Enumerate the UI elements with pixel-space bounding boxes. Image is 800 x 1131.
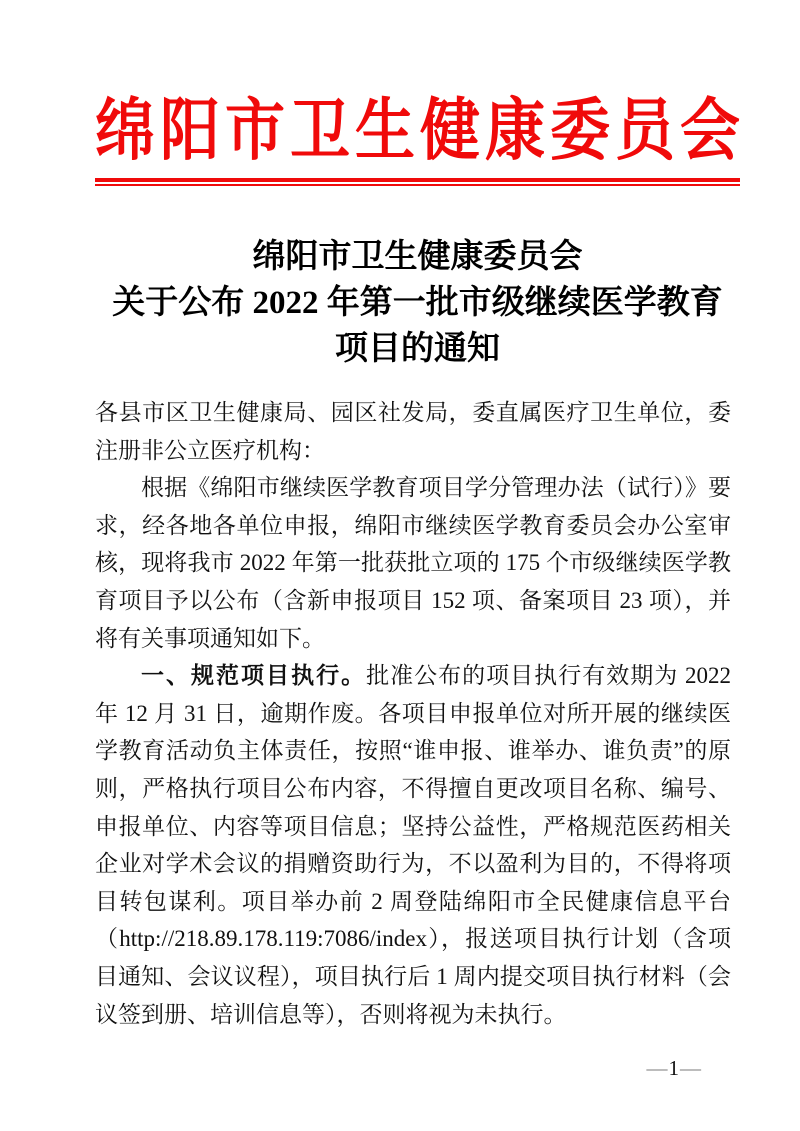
paragraph-basis: 根据《绵阳市继续医学教育项目学分管理办法（试行）》要求，经各地各单位申报，绵阳市继续医学教育委员会办公室审核，现将我市 2022 年第一批获批立项的 175 个市级继续医学教育项目予以公布（含新申报项目 152 项、备案项目 23 项），并将有关事项通知如下。	[95, 475, 731, 651]
salutation: 各县市区卫生健康局、园区社发局，委直属医疗卫生单位，委注册非公立医疗机构：	[95, 400, 731, 463]
page-number-dash-left: —	[646, 1056, 669, 1080]
page-number-dash-right: —	[680, 1056, 702, 1080]
section-1-heading: 一、规范项目执行。	[141, 662, 367, 689]
letterhead-agency-name: 绵阳市卫生健康委员会	[95, 93, 740, 169]
section-1-text: 批准公布的项目执行有效期为 2022 年 12 月 31 日，逾期作废。各项目申报单位对所开展的继续医学教育活动负主体责任，按照“谁申报、谁举办、谁负责”的原则，严格执行项目公布内容，不得擅自更改项目名称、编号、申报单位、内容等项目信息；坚持公益性，严格规范医药相关企业对学术会议的捐赠资助行为，不以盈利为目的，不得将项目转包谋利。项目举办前 2 周登陆绵阳市全民健康信息平台（http://218.89.178.119:7086/index），报送项目执行计划（含项目通知、会议议程），项目执行后 1 周内提交项目执行材料（会议签到册、培训信息等），否则将视为未执行。	[95, 663, 732, 1027]
page-number-value: 1	[668, 1056, 680, 1080]
letterhead-divider-thin-line	[95, 184, 740, 186]
document-title-line-1: 绵阳市卫生健康委员会	[252, 239, 583, 275]
document-title	[95, 234, 740, 372]
document-title-line-3: 项目的通知	[335, 331, 500, 367]
letterhead-divider	[95, 178, 740, 186]
letterhead	[95, 93, 740, 186]
document-body	[95, 394, 731, 1033]
document-title-line-2: 关于公布 2022 年第一批市级继续医学教育	[112, 285, 723, 321]
page-number	[647, 1057, 703, 1079]
document-content	[95, 0, 740, 1033]
paragraph-section-1	[95, 657, 731, 1033]
